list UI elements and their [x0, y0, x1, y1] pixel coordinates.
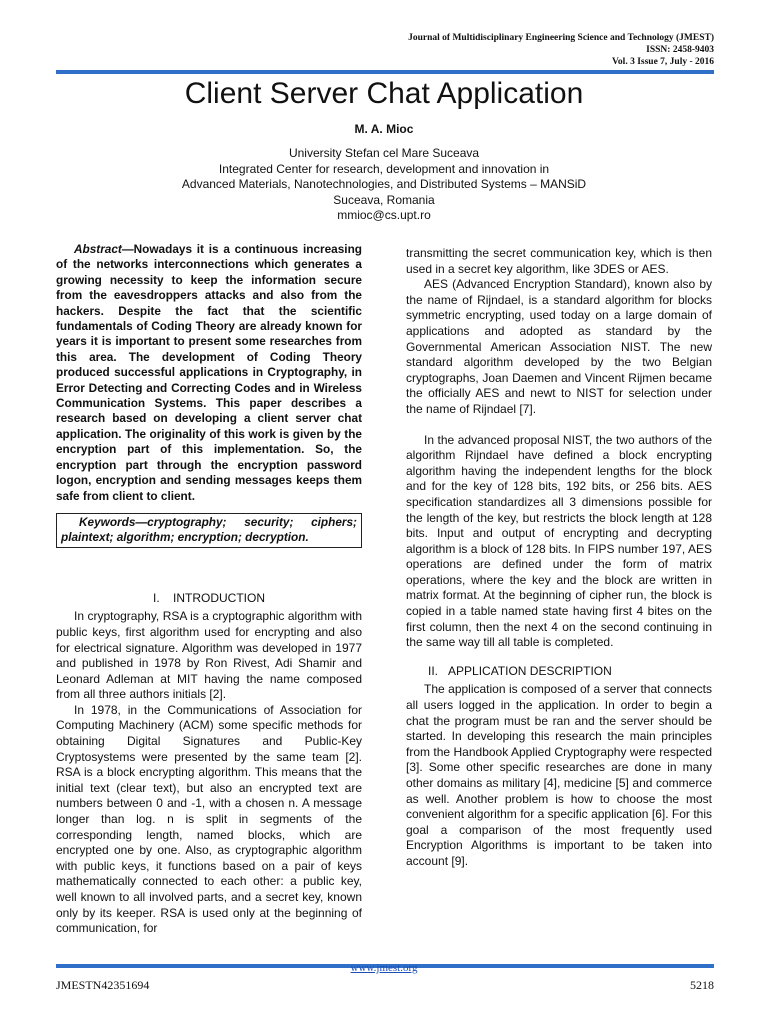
affiliation-line: Advanced Materials, Nanotechnologies, and Distributed Systems – MANSiD	[181, 177, 587, 191]
section-heading-introduction: I. INTRODUCTION	[153, 590, 265, 605]
author-affiliation	[0, 146, 768, 224]
affiliation-line: Suceava, Romania	[333, 192, 435, 207]
section-heading-application-description: II. APPLICATION DESCRIPTION	[428, 663, 612, 678]
journal-issn: ISSN: 2458-9403	[646, 45, 714, 55]
keywords-box: Keywords—cryptography; security; ciphers; plaintext; algorithm; encryption; decryption.	[56, 513, 362, 548]
paragraph: AES (Advanced Encryption Standard), known also by the name of Rijndael, is a standard algorithm for blocks symmetric encrypting, used today on a large domain of applications and adopted as standard by the Governmental American Association NIST. The new standard algorithm developed by the two Belgian cryptographs, Joan Daemen and Vincent Rijmen became the officially AES and newt to NIST for selection under the name of Rijndael [7].	[406, 277, 712, 416]
affiliation-line: University Stefan cel Mare Suceava	[288, 146, 480, 160]
affiliation-line: Integrated Center for research, development and innovation in	[218, 161, 550, 176]
abstract-label: Abstract	[74, 242, 122, 256]
header-rule	[56, 70, 714, 74]
journal-volume: Vol. 3 Issue 7, July - 2016	[611, 57, 714, 67]
right-column	[406, 246, 712, 870]
page-number: 5218	[690, 978, 714, 992]
paragraph: The application is composed of a server that connects all users logged in the application. In order to begin a chat the program must be ran and the server should be started. In developing this research the main principles from the Handbook Applied Cryptography were respected [3]. Some other specific researches are done in many other domains as military [4], medicine [5] and commerce as well. Another problem is how to choose the most convenient algorithm for a specific application [6]. For this goal a comparison of the most frequently used Encryption Algorithms is important to be taken into account [9].	[406, 682, 712, 868]
abstract-dash: —	[121, 242, 134, 256]
paragraph: In 1978, in the Communications of Association for Computing Machinery (ACM) some specific methods for obtaining Digital Signatures and Public-Key Cryptosystems were presented by the same team [2]. RSA is a block encrypting algorithm. This means that the initial text (clear text), but also an encrypted text are numbers between 0 and -1, with a chosen n. A message longer than log. n is split in segments of the corresponding length, named blocks, which are encrypted one by one. Also, as cryptographic algorithm with public keys, it functions based on a pair of keys mathematically connected to each other: a public key, well known to all involved parts, and a secret key, known only by its keeper. RSA is used only at the beginning of communication, for	[56, 702, 362, 936]
left-column	[56, 242, 362, 937]
abstract-text: Nowadays it is a continuous increasing of the networks interconnections which generates a growing necessity to keep the information secure from the eavesdroppers attacks and also from the hackers. Despite the fact that the scientific fundamentals of Coding Theory are already known for years it is important to present some researches from this area. The development of Coding Theory produced successful applications in Cryptography, in Error Detecting and Correcting Codes and in Wireless Communication Systems. This paper describes a research based on developing a client server chat application. The originality of this work is given by the encryption part of this implementation. So, the encryption part through the encryption password logon, encryption and sending messages keeps them safe from client to client.	[56, 242, 362, 503]
abstract-paragraph	[56, 242, 362, 504]
journal-website-link[interactable]: www.jmest.org	[350, 962, 418, 974]
paper-id: JMESTN42351694	[56, 978, 150, 992]
paper-author: M. A. Mioc	[354, 122, 414, 136]
journal-name: Journal of Multidisciplinary Engineering Science and Technology (JMEST)	[408, 33, 714, 43]
author-email: mmioc@cs.upt.ro	[337, 208, 431, 222]
paragraph: transmitting the secret communication key, which is then used in a secret key algorithm, like 3DES or AES.	[406, 246, 712, 276]
paragraph: In the advanced proposal NIST, the two authors of the algorithm Rijndael have defined a block encrypting algorithm having the independent lengths for the block and for the key of 128 bits, 192 bits, or 256 bits. AES specification standardizes all 3 dimensions possible for the length of the key, but restricts the block length at 128 bits. Input and output of encrypting and decrypting algorithm is a block of 128 bits. In FIPS number 197, AES operations are defined under the form of matrix operations, where the key and the block are written in matrix format. At the beginning of cipher run, the block is copied in a table named state having first 4 bites on the first column, then the next 4 on the second continuing in the same way till all table is completed.	[406, 432, 712, 650]
paragraph: In cryptography, RSA is a cryptographic algorithm with public keys, first algorithm used for encrypting and also for electrical signature. Algorithm was developed in 1977 and published in 1978 by Ron Rivest, Adi Shamir and Leonard Adleman at MIT having the name composed from all three authors initials [2].	[56, 609, 362, 702]
paper-title: Client Server Chat Application	[184, 77, 584, 110]
journal-header	[408, 32, 714, 68]
